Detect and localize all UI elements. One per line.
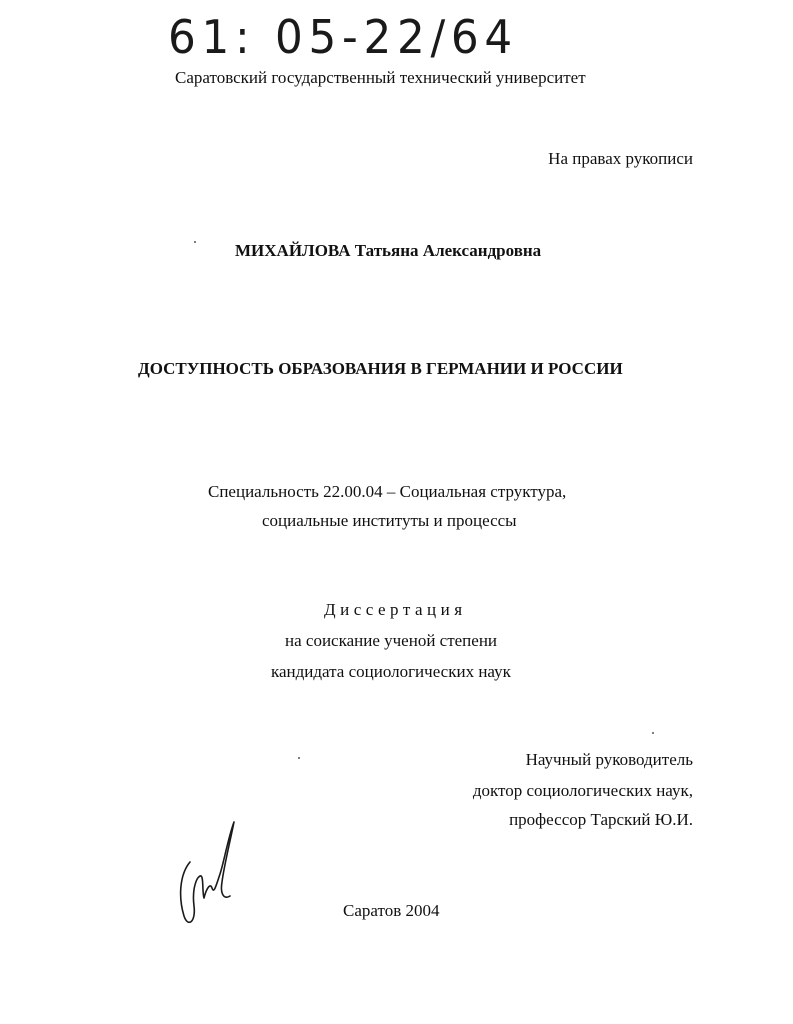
handwritten-archive-code: 61: 05-22/64 — [168, 10, 518, 64]
supervisor-line-1: Научный руководитель — [525, 750, 693, 769]
dissertation-title: ДОСТУПНОСТЬ ОБРАЗОВАНИЯ В ГЕРМАНИИ И РОССИИ — [138, 359, 623, 378]
supervisor-line-3: профессор Тарский Ю.И. — [509, 810, 693, 829]
university-name: Саратовский государственный технический университет — [175, 68, 586, 87]
scan-speck — [298, 757, 300, 759]
manuscript-rights-note: На правах рукописи — [548, 149, 693, 168]
handwritten-signature — [176, 818, 240, 930]
scan-speck — [194, 241, 196, 243]
author-name: МИХАЙЛОВА Татьяна Александровна — [235, 241, 542, 260]
dissertation-heading: Диссертация — [324, 600, 467, 619]
supervisor-line-2: доктор социологических наук, — [472, 781, 693, 800]
scan-speck — [652, 732, 654, 734]
specialty-line-2: социальные институты и процессы — [262, 511, 517, 530]
degree-line-1: на соискание ученой степени — [285, 631, 498, 650]
degree-line-2: кандидата социологических наук — [271, 662, 511, 681]
specialty-line-1: Специальность 22.00.04 – Социальная структура, — [208, 482, 567, 501]
city-year: Саратов 2004 — [343, 901, 440, 920]
